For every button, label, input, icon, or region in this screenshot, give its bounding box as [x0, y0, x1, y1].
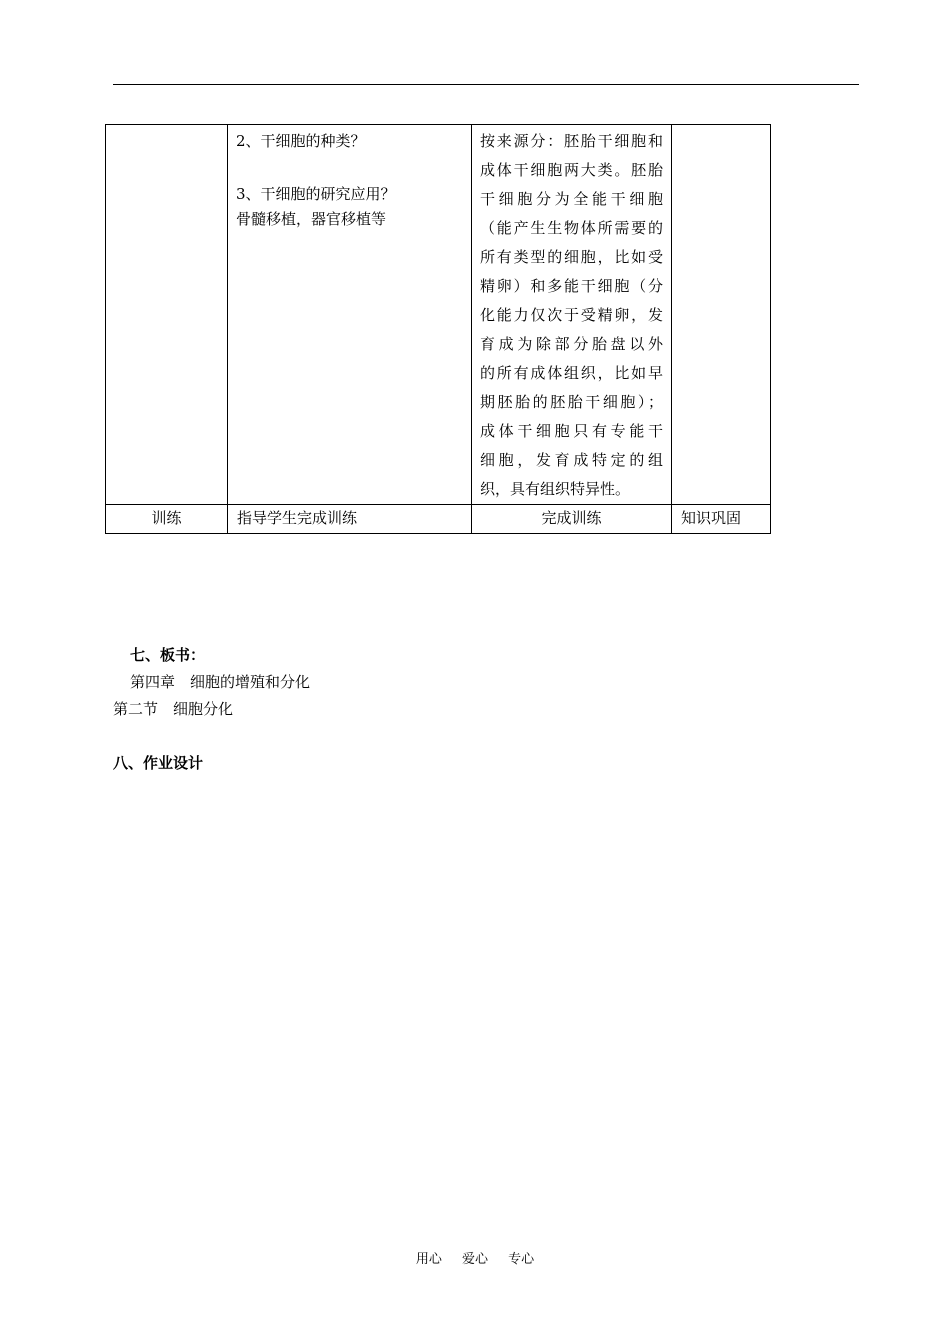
- teacher-activity-cell: [228, 125, 472, 505]
- answer-line: 织，具有组织特异性。: [480, 480, 631, 498]
- teacher-activity-cell: 指导学生完成训练: [228, 505, 472, 534]
- page-footer: [0, 1248, 950, 1267]
- answer-line: 的所有成体组织，比如早: [480, 364, 663, 382]
- section-7-heading: 七、板书：: [130, 646, 206, 664]
- question-3-answer: 骨髓移植，器官移植等: [236, 210, 387, 228]
- answer-line: 期胚胎的胚胎干细胞）；: [480, 393, 663, 411]
- table-row: [106, 125, 771, 505]
- footer-word: 专心: [508, 1252, 535, 1267]
- answer-line: 化能力仅次于受精卵，发: [480, 306, 663, 324]
- footer-word: 爱心: [461, 1252, 488, 1267]
- header-rule: [113, 84, 859, 85]
- answer-line: 育成为除部分胎盘以外: [480, 335, 663, 353]
- lesson-table: [105, 124, 771, 534]
- stage-cell: 训练: [106, 505, 228, 534]
- stage-cell: [106, 125, 228, 505]
- board-line-section: 第二节 细胞分化: [113, 700, 234, 718]
- answer-line: （能产生生物体所需要的: [480, 219, 663, 237]
- board-line-chapter: 第四章 细胞的增殖和分化: [130, 673, 311, 691]
- answer-line: 成体干细胞两大类。胚胎: [480, 161, 663, 179]
- section-8-heading: 八、作业设计: [113, 754, 204, 772]
- answer-line: 精卵）和多能干细胞（分: [480, 277, 663, 295]
- question-3: 3、干细胞的研究应用？: [236, 185, 396, 203]
- student-activity-cell: [472, 125, 672, 505]
- answer-line: 干细胞分为全能干细胞: [480, 190, 663, 208]
- purpose-cell: 知识巩固: [672, 505, 771, 534]
- table-row: [106, 505, 771, 534]
- student-activity-cell: 完成训练: [472, 505, 672, 534]
- answer-line: 所有类型的细胞，比如受: [480, 248, 663, 266]
- answer-line: 按来源分：胚胎干细胞和: [480, 132, 663, 150]
- question-2: 2、干细胞的种类？: [236, 132, 366, 150]
- purpose-cell: [672, 125, 771, 505]
- answer-line: 成体干细胞只有专能干: [480, 422, 663, 440]
- footer-word: 用心: [415, 1252, 442, 1267]
- answer-line: 细胞，发育成特定的组: [480, 451, 663, 469]
